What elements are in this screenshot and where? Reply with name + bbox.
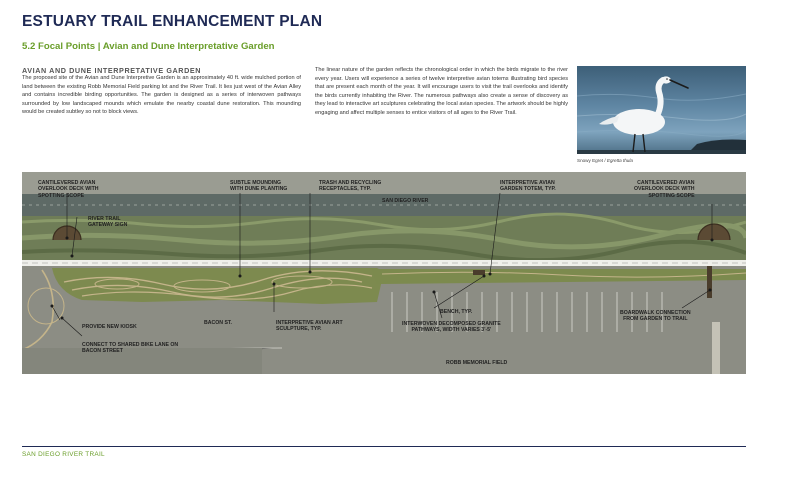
label-avian-art: INTERPRETIVE AVIAN ART SCULPTURE, TYP. — [276, 320, 343, 333]
section-subtitle: 5.2 Focal Points | Avian and Dune Interpretative Garden — [22, 41, 275, 52]
label-san-diego-river: SAN DIEGO RIVER — [382, 198, 429, 204]
label-boardwalk-connection: BOARDWALK CONNECTION FROM GARDEN TO TRAIL — [620, 310, 691, 323]
snowy-egret-photo — [577, 66, 746, 154]
footer-divider — [22, 446, 746, 447]
label-new-kiosk: PROVIDE NEW KIOSK — [82, 324, 137, 330]
label-trash-receptacles: TRASH AND RECYCLING RECEPTACLES, TYP. — [319, 180, 382, 193]
label-interwoven-pathways: INTERWOVEN DECOMPOSED GRANITE PATHWAYS, WIDTH VARIES 3'-5' — [402, 321, 501, 334]
label-bike-lane: CONNECT TO SHARED BIKE LANE ON BACON STREET — [82, 342, 179, 355]
label-gateway-sign: RIVER TRAIL GATEWAY SIGN — [88, 216, 128, 229]
page-title: ESTUARY TRAIL ENHANCEMENT PLAN — [22, 13, 323, 30]
section-heading: AVIAN AND DUNE INTERPRETATIVE GARDEN — [22, 66, 202, 75]
label-robb-memorial-field: ROBB MEMORIAL FIELD — [446, 360, 508, 366]
description-paragraph-right: The linear nature of the garden reflects the chronological order in which the birds migrate to the river every year. Users will experience a series of twelve interpretive avian totems illustrating bird species that are present each month of the year. It will encourage users to visit the trail overlooks and identify the birds currently inhabiting the River. The numerous pathways also create a sense of discovery as they lead to interactive art sculptures celebrating the local avian species. The artwork should be highly engaging and affect multiple senses to entice visitors of all ages to the River Trail. — [315, 67, 568, 116]
label-overlook-west: CANTILEVERED AVIAN OVERLOOK DECK WITH SPOTTING SCOPE — [38, 180, 99, 199]
footer-text: SAN DIEGO RIVER TRAIL — [22, 451, 105, 458]
egret-illustration — [577, 66, 746, 154]
description-paragraph-left: The proposed site of the Avian and Dune Interpretive Garden is an approximately 40 ft. wide mulched portion of land between the existing Robb Memorial Field parking lot and the River Trail. It lies just west of the Avian Alley and contains incredible birding opportunities. The garden is designed as a series of interwoven pathways surrounded by low landscaped mounds which emulate the nearby coastal dune restoration. This mounding would be created subtley so not to block views. — [22, 75, 301, 116]
label-overlook-east: CANTILEVERED AVIAN OVERLOOK DECK WITH SPOTTING SCOPE — [634, 180, 695, 199]
label-bench: BENCH, TYP. — [440, 309, 473, 315]
label-subtle-mounding: SUBTLE MOUNDING WITH DUNE PLANTING — [230, 180, 288, 193]
site-plan — [22, 172, 746, 374]
label-avian-totem: INTERPRETIVE AVIAN GARDEN TOTEM, TYP. — [500, 180, 556, 193]
photo-caption: Snowy Egret / Egretta thula — [577, 158, 633, 163]
label-bacon-st: BACON ST. — [204, 320, 232, 326]
